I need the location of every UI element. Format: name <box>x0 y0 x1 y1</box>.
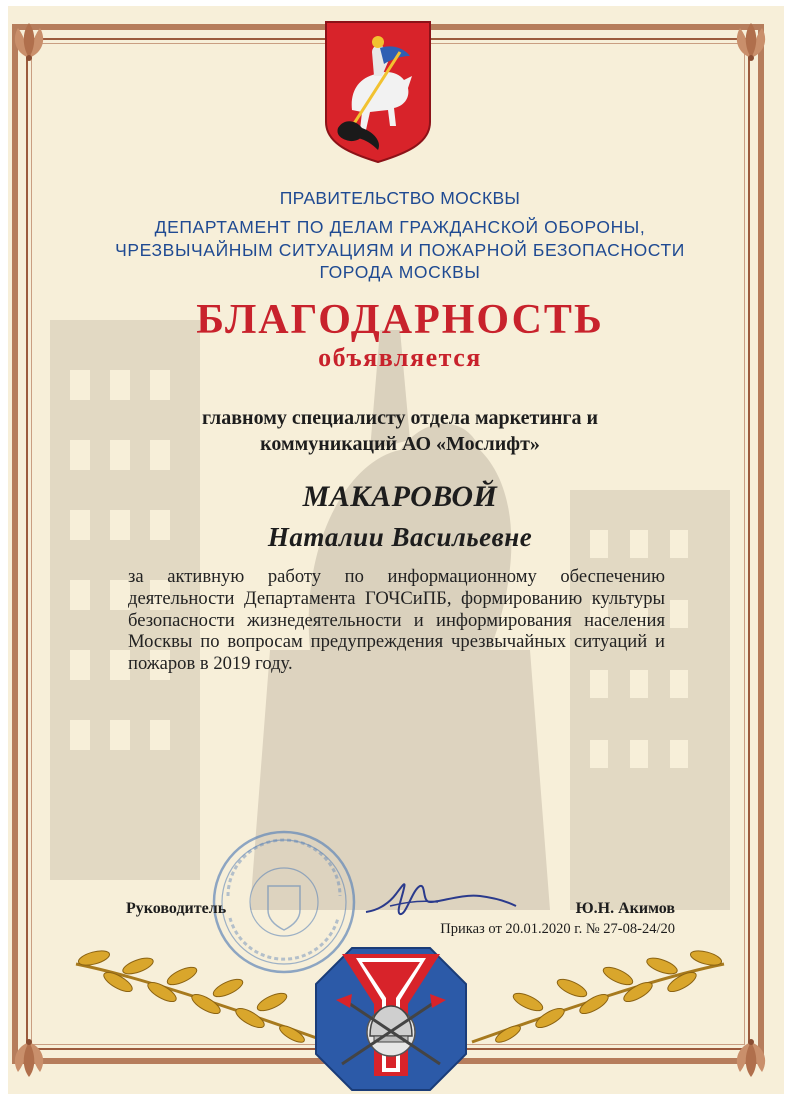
department-heading <box>0 216 800 284</box>
fire-rescue-emblem-icon <box>312 944 470 1094</box>
corner-ornament-icon <box>6 18 52 64</box>
recipient-position-line: главному специалисту отдела маркетинга и <box>201 407 599 429</box>
signer-name: Ю.Н. Акимов <box>575 900 675 917</box>
department-line: ЧРЕЗВЫЧАЙНЫМ СИТУАЦИЯМ И ПОЖАРНОЙ БЕЗОПАСНОСТИ <box>115 239 685 260</box>
laurel-branch-icon <box>66 946 336 1058</box>
order-reference: Приказ от 20.01.2020 г. № 27-08-24/20 <box>440 921 675 937</box>
recipient-surname: МАКАРОВОЙ <box>302 480 498 513</box>
moscow-coat-of-arms-icon <box>322 18 434 166</box>
award-title: БЛАГОДАРНОСТЬ <box>196 297 604 343</box>
corner-ornament-icon <box>6 1036 52 1082</box>
government-heading: ПРАВИТЕЛЬСТВО МОСКВЫ <box>279 188 521 208</box>
award-reason: за активную работу по информационному обеспечению деятельности Департамента ГОЧСиПБ, формированию культуры безопасности жизнедеятельности и информирования населения Москвы по вопросам предупреждения чрезвычайных ситуаций и пожаров в 2019 году. <box>128 566 665 675</box>
award-subtitle: объявляется <box>318 343 482 372</box>
corner-ornament-icon <box>728 1036 774 1082</box>
corner-ornament-icon <box>728 18 774 64</box>
laurel-branch-icon <box>464 946 734 1058</box>
recipient-position <box>0 405 800 457</box>
recipient-position-line: коммуникаций АО «Мослифт» <box>260 433 540 455</box>
handwritten-signature <box>360 872 520 924</box>
signer-role: Руководитель <box>126 900 227 917</box>
recipient-given-names: Наталии Васильевне <box>267 522 533 552</box>
department-line: ДЕПАРТАМЕНТ ПО ДЕЛАМ ГРАЖДАНСКОЙ ОБОРОНЫ, <box>154 217 646 237</box>
department-line: ГОРОДА МОСКВЫ <box>319 262 481 282</box>
